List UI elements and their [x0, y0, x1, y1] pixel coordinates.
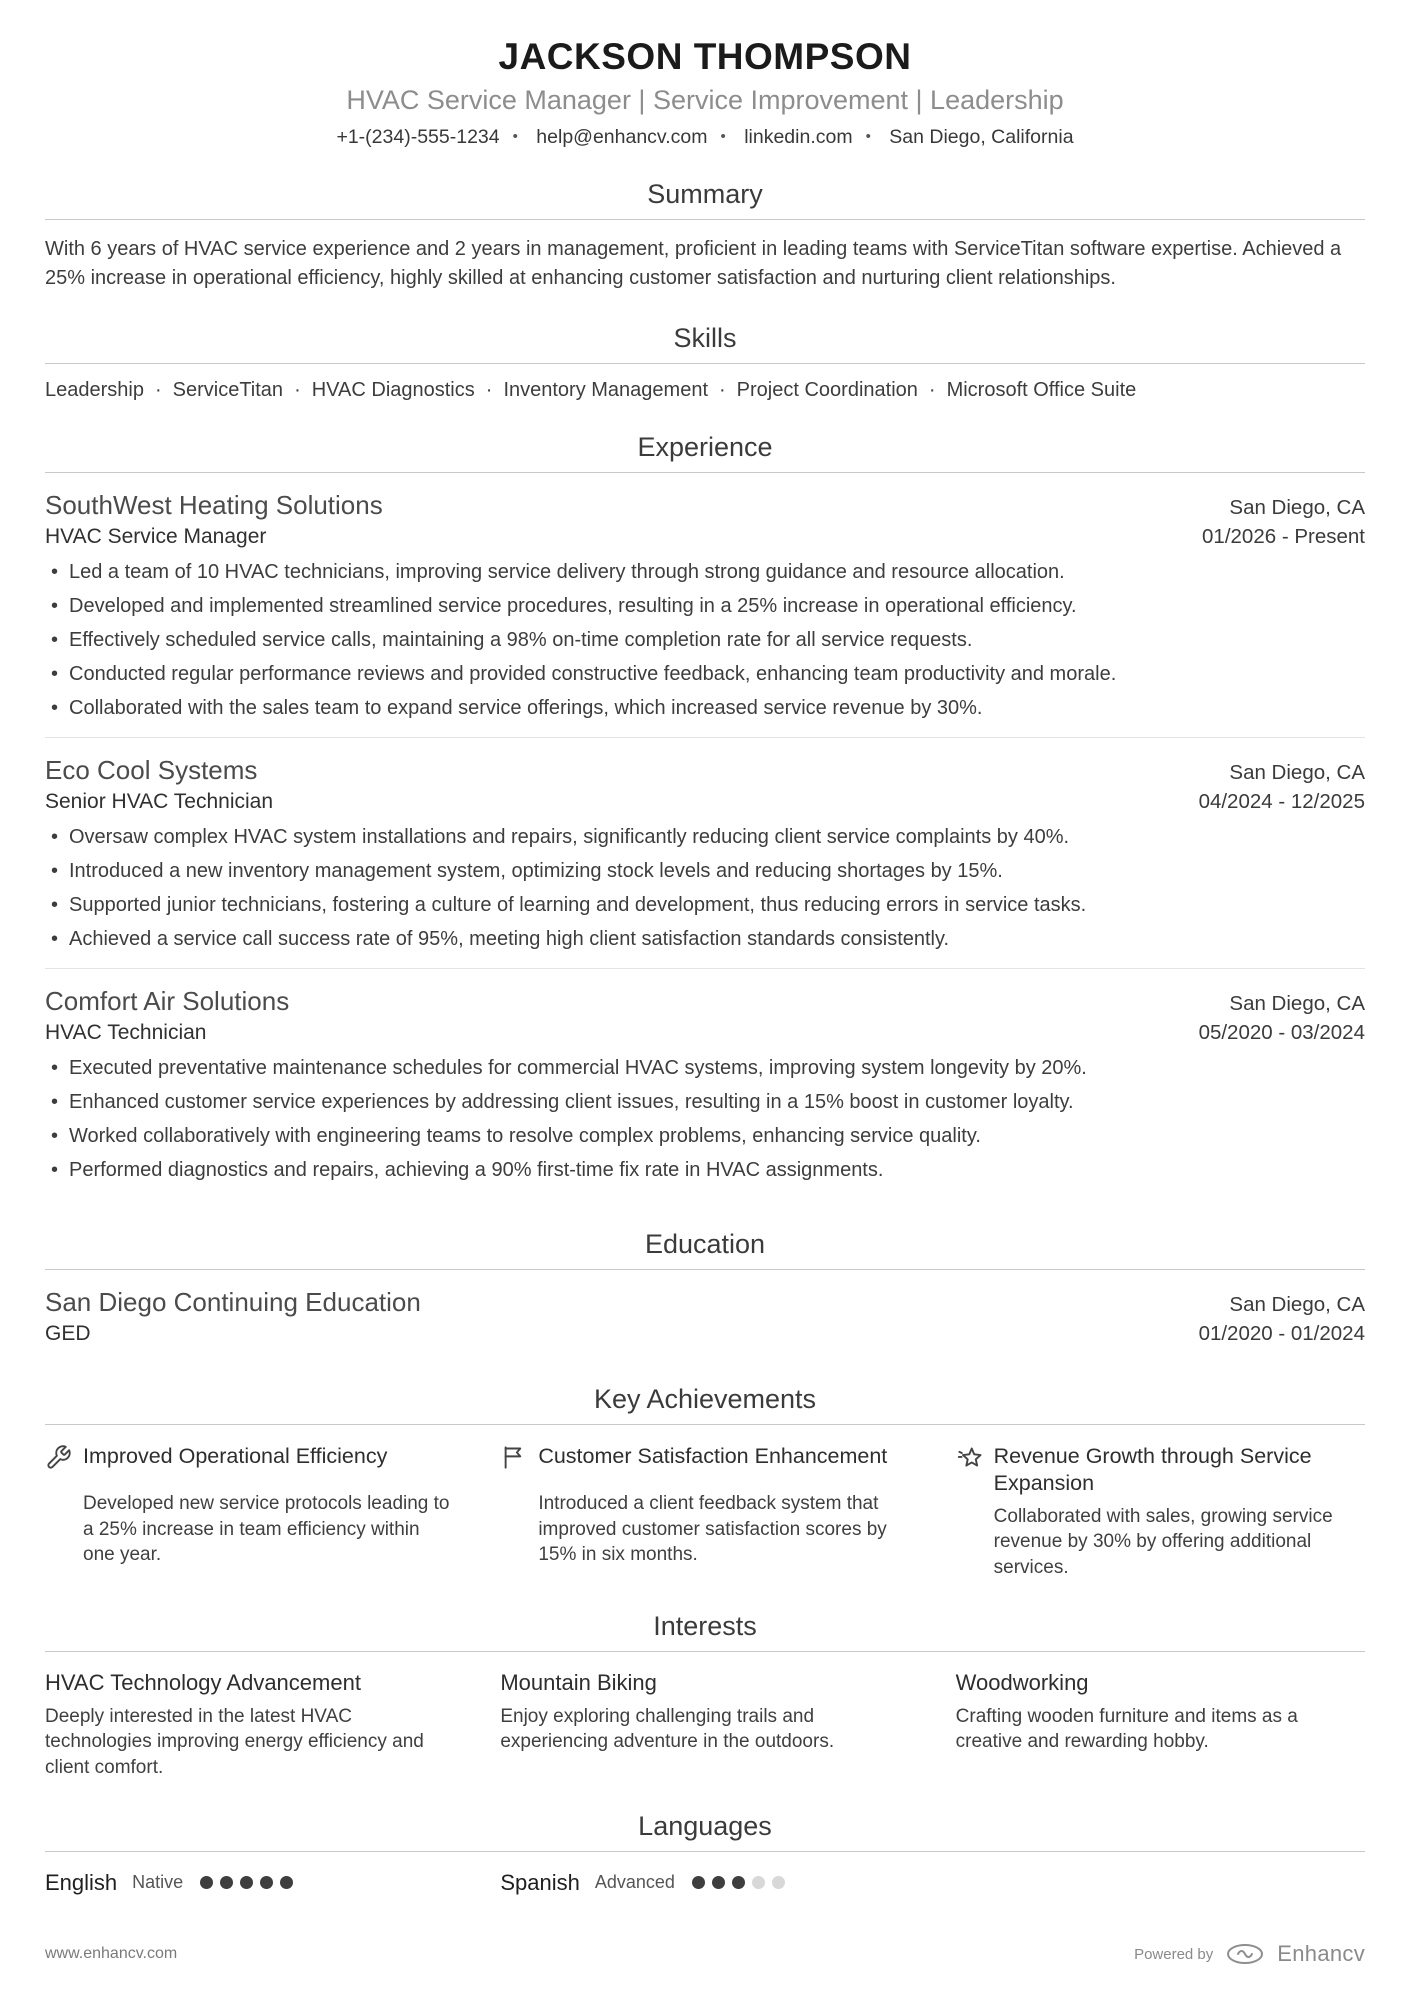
enhancv-website-link[interactable]: www.enhancv.com [45, 1945, 178, 1962]
interests-grid [45, 1670, 1365, 1781]
skills-list [45, 379, 1365, 402]
proficiency-dot [692, 1876, 705, 1889]
job-dates: 01/2026 - Present [1202, 525, 1365, 548]
education-heading: Education [644, 1229, 766, 1259]
skill-item: Project Coordination · [737, 379, 947, 401]
job-location: San Diego, CA [1229, 992, 1365, 1015]
language-name: English [45, 1869, 118, 1895]
proficiency-dot [712, 1876, 725, 1889]
entry-row [45, 1318, 1365, 1346]
proficiency-dot [240, 1876, 253, 1889]
skill-item: Leadership · [45, 379, 173, 401]
proficiency-dot [220, 1876, 233, 1889]
interest-text: Deeply interested in the latest HVAC technologies improving energy efficiency and client comfort. [45, 1705, 424, 1778]
job-bullet: • Achieved a service call success rate of 95%, meeting high client satisfaction standards consistently. [45, 926, 1365, 953]
job-bullet: • Developed and implemented streamlined service procedures, resulting in a 25% increase in operational efficiency. [45, 593, 1365, 620]
achievement-title: Revenue Growth through Service Expansion [993, 1444, 1312, 1495]
proficiency-dot [752, 1876, 765, 1889]
achievements-grid [45, 1443, 1365, 1581]
proficiency-dot [772, 1876, 785, 1889]
language-name: Spanish [500, 1869, 580, 1895]
enhancv-logo-icon[interactable] [1225, 1942, 1265, 1966]
candidate-name: JACKSON THOMPSON [498, 36, 912, 77]
summary-text: With 6 years of HVAC service experience and 2 years in management, proficient in leading teams with ServiceTitan software expertise. Achieved a 25% increase in operational efficiency, highly skilled at enhancing customer satisfaction and nurturing client relationships. [45, 238, 1342, 289]
interest-text: Crafting wooden furniture and items as a creative and rewarding hobby. [955, 1705, 1298, 1753]
proficiency-dot [260, 1876, 273, 1889]
achievement-card [956, 1443, 1365, 1581]
languages-heading: Languages [638, 1810, 772, 1841]
education-heading-rule [45, 1229, 1365, 1270]
job-bullets [45, 1055, 1365, 1184]
interest-title: Mountain Biking [500, 1669, 657, 1695]
experience-heading: Experience [637, 432, 773, 462]
company-name: SouthWest Heating Solutions [45, 490, 383, 520]
linkedin-link[interactable]: linkedin.com • [744, 126, 884, 148]
skills-section [45, 293, 1365, 402]
job-dates: 05/2020 - 03/2024 [1198, 1021, 1365, 1044]
interest-title: HVAC Technology Advancement [45, 1669, 361, 1695]
languages-grid-spacer [956, 1870, 1365, 1896]
language-proficiency-dots [200, 1876, 300, 1889]
achievement-card [500, 1443, 909, 1581]
entry-row [45, 521, 1365, 549]
star-icon [956, 1443, 994, 1471]
languages-section [45, 1781, 1365, 1896]
language-level: Native [132, 1872, 184, 1893]
language-level: Advanced [594, 1872, 675, 1893]
achievement-title: Improved Operational Efficiency [83, 1444, 388, 1468]
job-bullet: • Supported junior technicians, fostering a culture of learning and development, thus reducing errors in service tasks. [45, 892, 1365, 919]
job-bullet: • Executed preventative maintenance schedules for commercial HVAC systems, improving system longevity by 20%. [45, 1055, 1365, 1082]
company-name: Eco Cool Systems [45, 755, 258, 785]
job-bullets [45, 824, 1365, 953]
language-proficiency-dots [692, 1876, 792, 1889]
job-title: HVAC Technician [45, 1021, 207, 1044]
flag-icon [500, 1443, 538, 1471]
powered-by-label: Powered by [1134, 1945, 1214, 1963]
interest-title: Woodworking [955, 1669, 1089, 1695]
contact-row [45, 126, 1365, 149]
skills-heading: Skills [673, 323, 737, 353]
achievement-title: Customer Satisfaction Enhancement [538, 1444, 888, 1468]
education-dates: 01/2020 - 01/2024 [1198, 1322, 1365, 1345]
entry-row [45, 1287, 1365, 1318]
proficiency-dot [732, 1876, 745, 1889]
job-bullet: • Collaborated with the sales team to expand service offerings, which increased service revenue by 30%. [45, 695, 1365, 722]
entry-row [45, 490, 1365, 521]
language-entry [45, 1870, 454, 1896]
job-bullets [45, 559, 1365, 722]
page-footer [45, 1911, 1365, 1967]
job-bullet: • Led a team of 10 HVAC technicians, improving service delivery through strong guidance and resource allocation. [45, 559, 1365, 586]
languages-heading-rule [45, 1811, 1365, 1852]
phone-link[interactable]: +1-(234)-555-1234 • [336, 126, 530, 148]
languages-grid [45, 1870, 1365, 1896]
wrench-icon [45, 1443, 83, 1471]
job-bullet: • Introduced a new inventory management system, optimizing stock levels and reducing shortages by 15%. [45, 858, 1365, 885]
degree: GED [45, 1322, 91, 1345]
education-entry [45, 1270, 1365, 1354]
entry-row [45, 786, 1365, 814]
experience-entry [45, 737, 1365, 968]
interests-heading: Interests [653, 1610, 757, 1641]
entry-row [45, 755, 1365, 786]
skill-item: ServiceTitan · [173, 379, 312, 401]
interest-card [45, 1670, 454, 1781]
job-location: San Diego, CA [1229, 761, 1365, 784]
enhancv-wordmark[interactable]: Enhancv [1277, 1941, 1365, 1966]
proficiency-dot [200, 1876, 213, 1889]
experience-heading-rule [45, 432, 1365, 473]
skill-item: Microsoft Office Suite [946, 379, 1137, 401]
job-bullet: • Oversaw complex HVAC system installations and repairs, significantly reducing client service complaints by 40%. [45, 824, 1365, 851]
job-location: San Diego, CA [1229, 496, 1365, 519]
entry-row [45, 986, 1365, 1017]
interest-card [956, 1670, 1365, 1781]
experience-entry [45, 968, 1365, 1199]
entry-row [45, 1017, 1365, 1045]
skill-item: HVAC Diagnostics · [312, 379, 504, 401]
experience-entry [45, 473, 1365, 737]
job-bullet: • Worked collaboratively with engineering teams to resolve complex problems, enhancing service quality. [45, 1123, 1365, 1150]
summary-heading-rule [45, 179, 1365, 220]
achievements-section [45, 1354, 1365, 1581]
email-link[interactable]: help@enhancv.com • [536, 126, 738, 148]
education-section [45, 1199, 1365, 1354]
achievements-heading-rule [45, 1384, 1365, 1425]
summary-section [45, 149, 1365, 293]
skill-item: Inventory Management · [503, 379, 736, 401]
location-text: San Diego, California [889, 126, 1074, 148]
job-title: HVAC Service Manager [45, 525, 267, 548]
candidate-headline: HVAC Service Manager | Service Improvement | Leadership [346, 85, 1064, 115]
school-name: San Diego Continuing Education [45, 1287, 421, 1317]
job-bullet: • Enhanced customer service experiences by addressing client issues, resulting in a 15% boost in customer loyalty. [45, 1089, 1365, 1116]
experience-section [45, 402, 1365, 1199]
resume-header [45, 36, 1365, 149]
job-title: Senior HVAC Technician [45, 790, 274, 813]
language-entry [500, 1870, 909, 1896]
job-bullet: • Conducted regular performance reviews and provided constructive feedback, enhancing team productivity and morale. [45, 661, 1365, 688]
company-name: Comfort Air Solutions [45, 986, 290, 1016]
skills-heading-rule [45, 323, 1365, 364]
achievement-text: Introduced a client feedback system that improved customer satisfaction scores by 15% in six months. [538, 1492, 887, 1566]
summary-heading: Summary [647, 179, 763, 209]
achievement-card [45, 1443, 454, 1581]
job-dates: 04/2024 - 12/2025 [1198, 790, 1365, 813]
powered-by [1134, 1941, 1365, 1967]
job-bullet: • Effectively scheduled service calls, maintaining a 98% on-time completion rate for all service requests. [45, 627, 1365, 654]
school-location: San Diego, CA [1229, 1293, 1365, 1316]
proficiency-dot [280, 1876, 293, 1889]
interests-section [45, 1581, 1365, 1781]
interest-text: Enjoy exploring challenging trails and experiencing adventure in the outdoors. [500, 1705, 835, 1753]
interests-heading-rule [45, 1611, 1365, 1652]
job-bullet: • Performed diagnostics and repairs, achieving a 90% first-time fix rate in HVAC assignments. [45, 1157, 1365, 1184]
achievement-text: Collaborated with sales, growing service revenue by 30% by offering additional services. [993, 1505, 1333, 1579]
achievements-heading: Key Achievements [593, 1384, 817, 1414]
interest-card [500, 1670, 909, 1781]
achievement-text: Developed new service protocols leading to a 25% increase in team efficiency within one year. [83, 1492, 450, 1566]
